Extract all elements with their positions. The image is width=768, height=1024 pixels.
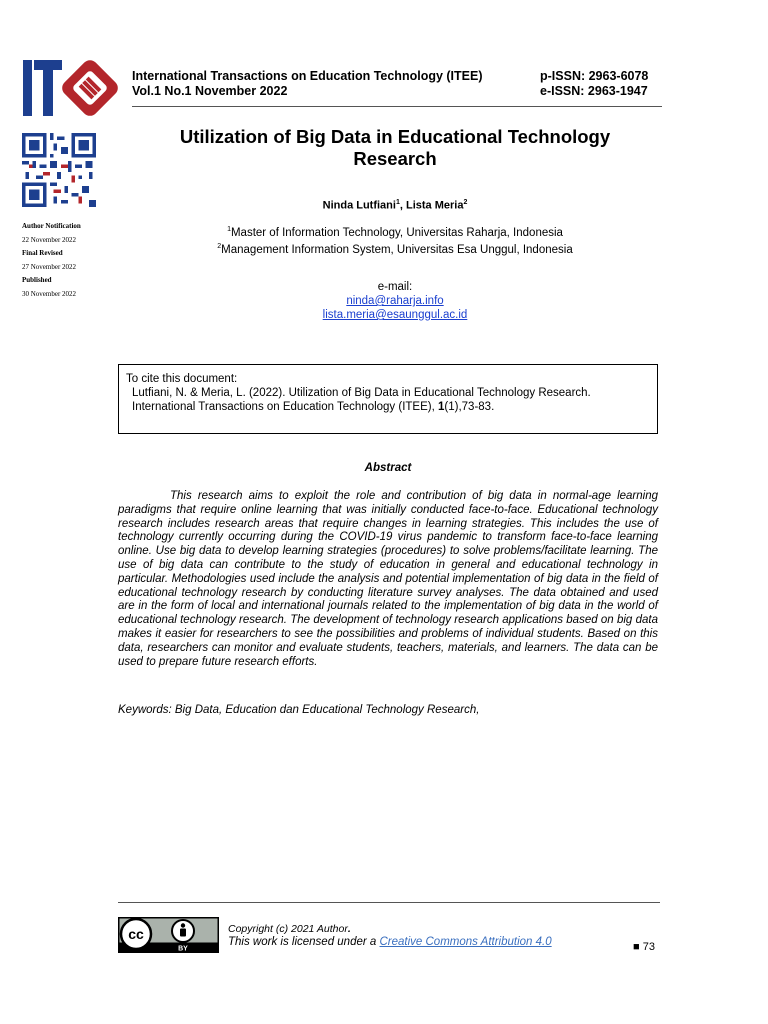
affiliation-2 xyxy=(130,240,660,257)
affiliations xyxy=(130,223,660,257)
journal-header xyxy=(132,69,483,99)
itee-logo xyxy=(20,58,124,118)
affiliation-1 xyxy=(130,223,660,240)
affiliation-2-text: Management Information System, Universitas Esa Unggul, Indonesia xyxy=(221,243,573,256)
copyright-dot: . xyxy=(347,923,351,935)
issn-block xyxy=(540,69,648,99)
cc-by-badge[interactable] xyxy=(118,917,219,953)
qr-code xyxy=(22,133,96,207)
by-label: BY xyxy=(178,945,188,953)
author-separator: , xyxy=(399,199,406,212)
title-line-1: Utilization of Big Data in Educational Technology xyxy=(179,126,611,147)
journal-volume: Vol.1 No.1 November 2022 xyxy=(132,84,288,98)
author-list xyxy=(130,199,660,212)
abstract-heading: Abstract xyxy=(364,462,412,474)
email-link-1[interactable]: ninda@raharja.info xyxy=(346,295,444,307)
author-1: Ninda Lutfiani xyxy=(322,199,396,212)
author-2-affil: 2 xyxy=(463,199,468,206)
title-line-2: Research xyxy=(353,148,437,169)
copyright-text: Copyright (c) 2021 Author xyxy=(228,923,348,935)
published-date: 30 November 2022 xyxy=(22,289,77,298)
license-prefix: This work is licensed under a xyxy=(228,936,380,948)
abstract-text: This research aims to exploit the role and contribution of big data in normal-age learning paradigms that require online learning that was initially conducted face-to-face. Educational technology research includes research areas that require changes in learning strategies. This includes the use of technology currently occurring during the COVID-19 virus pandemic to transform face-to-face learning online. Use big data to develop learning strategies (procedures) to solve problems/facilitate learning. The use of big data can contribute to the study of education in general and educational technology in particular. Methodologies used include the analysis and potential implementation of big data in the field of educational technology research by conducting literature survey analyses. The data obtained and used are in the form of local and international journals related to the implementation of big data in the world of educational technology research. The development of technology research applications based on big data makes it easier for researchers to see the possibilities and problems of individual students. Based on this data, researchers can monitor and evaluate students, teachers, materials, and learners. The data can be used to prepare future research efforts. xyxy=(118,490,658,668)
citation-line-2 xyxy=(126,400,650,414)
header-divider xyxy=(132,106,662,107)
affiliation-1-text: Master of Information Technology, Universitas Raharja, Indonesia xyxy=(230,226,563,239)
citation-box xyxy=(118,364,658,434)
email-link-2[interactable]: lista.meria@esaunggul.ac.id xyxy=(322,309,468,321)
email-block xyxy=(130,280,660,322)
footer-divider xyxy=(118,902,660,903)
published-label: Published xyxy=(22,276,52,285)
p-issn: p-ISSN: 2963-6078 xyxy=(540,69,649,83)
author-notification-label: Author Notification xyxy=(22,222,81,230)
e-issn: e-ISSN: 2963-1947 xyxy=(540,84,648,98)
keywords: Keywords: Big Data, Education dan Educational Technology Research, xyxy=(118,704,480,716)
paper-title xyxy=(130,126,660,170)
page-number: ■ 73 xyxy=(633,941,655,953)
citation-journal: International Transactions on Education Technology (ITEE), xyxy=(132,401,438,413)
citation-pages: (1),73-83. xyxy=(444,401,495,413)
final-revised-label: Final Revised xyxy=(22,249,63,258)
email-label: e-mail: xyxy=(377,281,413,293)
citation-line-1: Lutfiani, N. & Meria, L. (2022). Utilization of Big Data in Educational Technology Research. xyxy=(132,387,591,399)
author-2: Lista Meria xyxy=(405,199,464,212)
article-dates xyxy=(22,220,122,302)
affiliation-2-number: 2 xyxy=(217,242,222,250)
license-link[interactable]: Creative Commons Attribution 4.0 xyxy=(379,936,552,948)
final-revised-date: 27 November 2022 xyxy=(22,262,77,271)
journal-name: International Transactions on Education Technology (ITEE) xyxy=(132,69,483,83)
author-1-affil: 1 xyxy=(395,199,400,206)
affiliation-1-number: 1 xyxy=(227,226,231,233)
license-notice xyxy=(228,936,552,948)
cc-label: cc xyxy=(128,926,144,942)
citation-lead: To cite this document: xyxy=(126,373,238,385)
author-notification-date: 22 November 2022 xyxy=(22,235,77,244)
copyright-notice xyxy=(228,923,351,935)
citation-volume: 1 xyxy=(438,401,445,413)
